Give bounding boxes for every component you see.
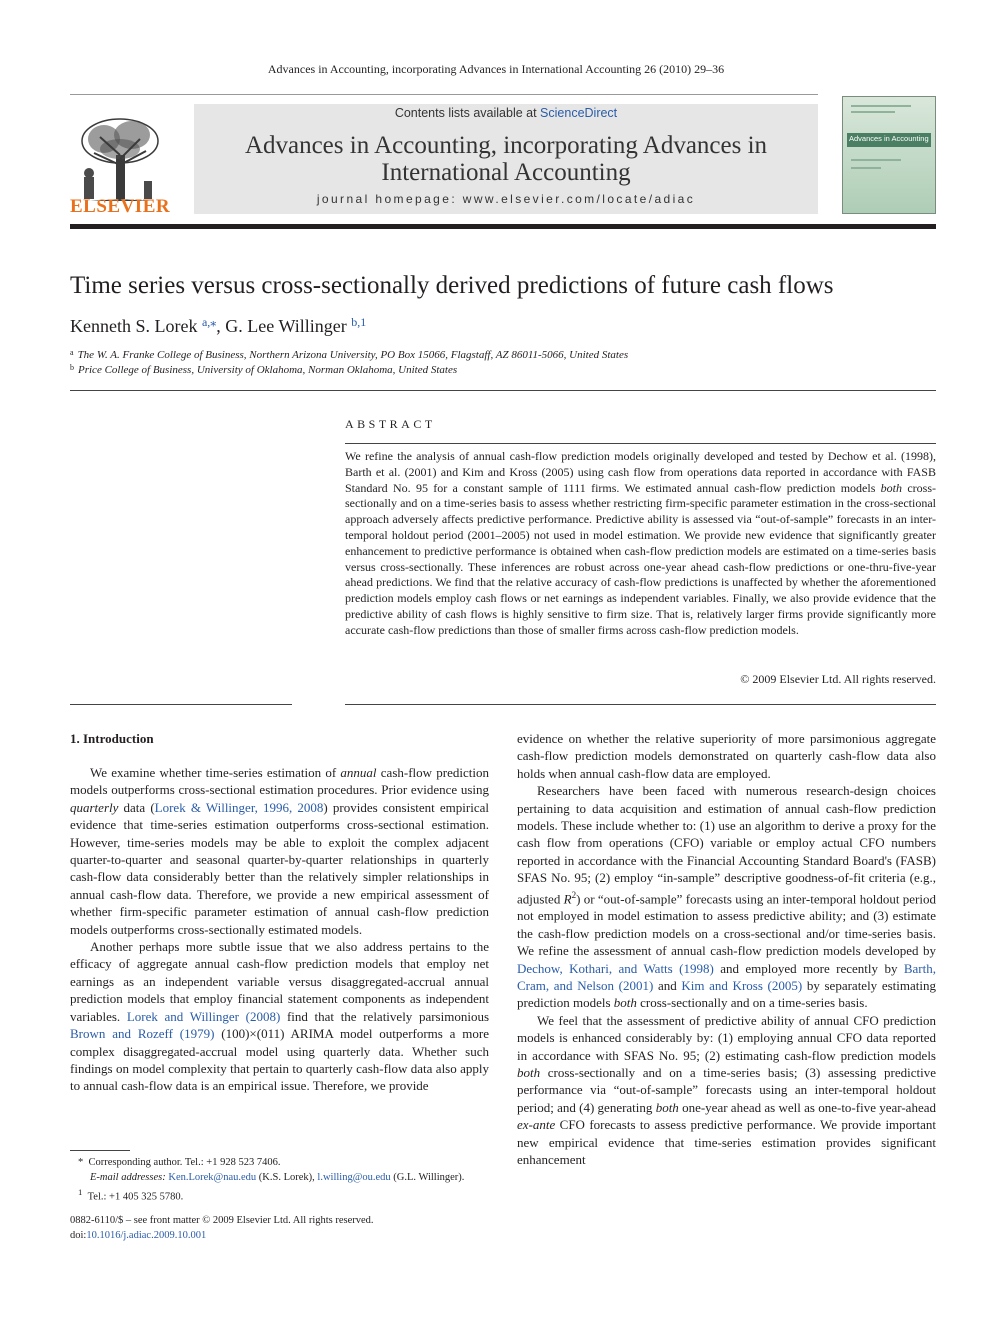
copyright: © 2009 Elsevier Ltd. All rights reserved. xyxy=(740,672,936,686)
footnote-emails xyxy=(70,1171,489,1186)
author-affiliation-marker[interactable]: b,1 xyxy=(351,315,367,329)
footnote-text: Corresponding author. Tel.: +1 928 523 7406. xyxy=(88,1157,281,1168)
email-label: E-mail addresses: xyxy=(90,1171,166,1183)
author-list xyxy=(70,315,366,337)
footnote-text: Tel.: +1 405 325 5780. xyxy=(87,1191,184,1203)
footnote-1 xyxy=(70,1185,489,1205)
affiliation-marker: a xyxy=(70,348,74,357)
abstract-heading: ABSTRACT xyxy=(345,417,436,431)
doi-link[interactable]: 10.1016/j.adiac.2009.10.001 xyxy=(86,1229,207,1241)
cover-line xyxy=(851,167,881,169)
section-rule xyxy=(70,390,936,391)
contents-line xyxy=(194,106,818,120)
affiliation xyxy=(70,348,628,361)
emphasis: both xyxy=(613,995,637,1011)
front-matter xyxy=(70,1214,374,1243)
email-owner: (G.L. Willinger). xyxy=(390,1171,465,1183)
paragraph xyxy=(517,1012,936,1169)
issn-line: 0882-6110/$ – see front matter © 2009 Elsevier Ltd. All rights reserved. xyxy=(70,1215,374,1226)
journal-cover xyxy=(842,96,936,214)
cover-title: Advances in Accounting xyxy=(849,134,929,143)
text: find that the relatively parsimonious xyxy=(280,1008,490,1024)
paragraph xyxy=(70,938,489,1095)
footnote-marker: * xyxy=(78,1157,84,1168)
section-rule xyxy=(70,704,292,705)
abstract-emphasis: both xyxy=(880,480,903,495)
text: cash-flow prediction models outperforms cross-sectional estimation procedures. Prior evidence using xyxy=(70,765,489,798)
text: We feel that the assessment of predictive ability of annual CFO prediction models is enhanced considerably by: (1) employing annual CFO data reported in accordance with SFAS No. 95; (2) estimating cash-flow prediction models xyxy=(517,1012,936,1063)
author-separator: , xyxy=(216,316,226,336)
contents-prefix: Contents lists available at xyxy=(394,106,541,120)
doi-label: doi: xyxy=(70,1229,87,1241)
text: We examine whether time-series estimation of xyxy=(90,765,341,780)
text: ) or “out-of-sample” forecasts using an inter-temporal holdout period not employed in model estimation to assess predictive ability; and (3) estimate the cash-flow prediction models on a cross-sectional and/or time-series basis. We refine the assessment of annual cash-flow prediction models developed by xyxy=(517,890,936,959)
emphasis: annual xyxy=(340,765,377,780)
citation-link[interactable]: Lorek & Willinger, 1996, 2008 xyxy=(154,799,324,815)
citation-link[interactable]: Dechow, Kothari, and Watts (1998) xyxy=(517,960,714,976)
text: CFO forecasts to assess predictive performance. We provide important new empirical evidence that time-series estimation provides significant enhancement xyxy=(517,1117,936,1168)
citation-link[interactable]: Brown and Rozeff (1979) xyxy=(70,1026,215,1042)
cover-line xyxy=(851,111,895,113)
citation-link[interactable]: Kim and Kross (2005) xyxy=(681,978,803,994)
abstract-rule xyxy=(345,443,936,444)
footnotes xyxy=(70,1156,489,1205)
journal-title-line2: International Accounting xyxy=(381,159,631,186)
text: data ( xyxy=(118,799,155,815)
email-link[interactable]: Ken.Lorek@nau.edu xyxy=(168,1171,257,1183)
homepage-label: journal homepage: xyxy=(316,192,463,206)
footnote-corresponding xyxy=(70,1156,489,1171)
footnote-marker: 1 xyxy=(78,1187,83,1197)
text: cross-sectionally and on a time-series basis; (3) assessing predictive performance via “out-of-sample” forecasts using an inter-temporal holdout period; and (4) generating xyxy=(517,1065,936,1115)
text: Another perhaps more subtle issue that we also address pertains to the efficacy of aggregate annual cash-flow prediction models that employ net earnings as an independent variable versus disaggregated-accrual annual prediction models that employ financial statement components as independent variables. xyxy=(70,939,489,1024)
text: (100)×(011) ARIMA model outperforms a more complex disaggregated-accrual model using quarterly data. Whether such findings on model complexity that pertain to quarterly cash-flow data also apply to annual cash-flow data is an empirical issue. Therefore, we provide xyxy=(70,1026,489,1094)
emphasis: ex-ante xyxy=(517,1117,556,1133)
text: ) provides consistent empirical evidence that time-series estimation outperforms cross-sectional estimation. However, time-series models may be able to exploit the complex adjacent quarter-to-quarter and seasonal quarter-by-quarter relationships in quarterly cash-flow data considerably better than the relatively simpler relationships in annual cash-flow data. Therefore, we provide a new empirical assessment of whether firm-specific parameter estimation of annual cash-flow prediction models outperforms cross-sectionally estimated models. xyxy=(70,799,489,937)
emphasis: both xyxy=(517,1065,541,1081)
abstract-end-rule xyxy=(345,704,936,705)
abstract-part: We refine the analysis of annual cash-flow prediction models originally developed and tested by Dechow et al. (1998), Barth et al. (2001) and Kim and Kross (2005) using cash flow from operations data reported in accordance with FASB Standard No. 95 for a constant sample of 1111 firms. We estimated annual cash-flow prediction models xyxy=(345,449,936,495)
body-column-right xyxy=(517,730,936,1168)
homepage-link[interactable]: www.elsevier.com/locate/adiac xyxy=(462,192,696,206)
text: and xyxy=(653,978,682,994)
cover-line xyxy=(851,159,901,161)
abstract-text xyxy=(345,449,936,639)
text: and employed more recently by xyxy=(713,960,904,976)
author-name: Kenneth S. Lorek xyxy=(70,316,198,336)
text: by separately estimating prediction models xyxy=(517,978,936,1011)
affiliation-text: Price College of Business, University of Oklahoma, Norman Oklahoma, United States xyxy=(78,364,458,376)
journal-homepage xyxy=(194,192,818,206)
abstract-part: cross-sectionally and on a time-series basis to assess whether restricting firm-specific parameter estimation in the cross-sectional approach adversely affects predictive performance. Predictive ability is assessed via “out-of-sample” forecasts in an inter-temporal holdout period (2001–2005) not used in model estimation. We provide new evidence that significantly greater enhancement to predictive performance is obtained when cash-flow prediction models are estimated on a time-series basis versus cross-sectionally. These inferences are robust across one-year ahead cash-flow predictions or one-thru-five-year ahead predictions. We find that the relative accuracy of cash-flow predictions is unaffected by whether the aforementioned prediction models employ cash flows or net earnings as independent variables. Finally, we also provide evidence that the predictive ability of cash flows is highly sensitive to firm size. That is, relatively larger firms provide significantly more accurate cash-flow predictions than those of smaller firms across cash-flow prediction models. xyxy=(345,480,936,637)
emphasis: quarterly xyxy=(70,799,119,815)
text: one-year ahead as well as one-to-five year-ahead xyxy=(678,1099,936,1115)
affiliation xyxy=(70,363,457,376)
text: cross-sectionally and on a time-series basis. xyxy=(636,995,868,1011)
masthead-thick-rule xyxy=(70,224,936,229)
affiliation-text: The W. A. Franke College of Business, Northern Arizona University, PO Box 15066, Flagstaff, AZ 86011-5066, United States xyxy=(77,349,629,361)
citation-link[interactable]: Barth, Cram, and Nelson (2001) xyxy=(517,960,936,994)
doi-line xyxy=(70,1229,374,1244)
article-title: Time series versus cross-sectionally derived predictions of future cash flows xyxy=(70,272,834,299)
paragraph xyxy=(70,764,489,938)
header-rule xyxy=(70,94,818,95)
sciencedirect-link[interactable]: ScienceDirect xyxy=(540,106,618,120)
email-link[interactable]: l.willing@ou.edu xyxy=(317,1171,391,1183)
paragraph xyxy=(517,782,936,1012)
body-column-left xyxy=(70,764,489,1095)
superscript: 2 xyxy=(571,889,577,900)
journal-title xyxy=(194,132,818,186)
running-head: Advances in Accounting, incorporating Advances in International Accounting 26 (2010) 29–36 xyxy=(267,62,725,76)
emphasis: R xyxy=(563,890,572,906)
text: Researchers have been faced with numerous research-design choices pertaining to data acquisition and estimation of annual cash-flow prediction models. These include whether to: (1) use an algorithm to derive a proxy for the cash flow from operations (CFO) variable or employ actual CFO numbers reported in accordance with the Financial Accounting Standard Board's (FASB) SFAS No. 95; (2) employ “in-sample” descriptive goodness-of-fit criteria (e.g., adjusted xyxy=(517,783,936,906)
journal-title-line1: Advances in Accounting, incorporating Advances in xyxy=(244,132,768,159)
citation-link[interactable]: Lorek and Willinger (2008) xyxy=(126,1008,281,1024)
section-heading: 1. Introduction xyxy=(70,731,154,746)
paragraph-continued: evidence on whether the relative superiority of more parsimonious aggregate cash-flow prediction models demonstrated on quarterly cash-flow data also holds when annual cash-flow data are employed. xyxy=(517,731,936,781)
emphasis: both xyxy=(655,1099,679,1115)
author-name: G. Lee Willinger xyxy=(225,316,347,336)
footnote-rule xyxy=(70,1150,130,1151)
email-owner: (K.S. Lorek), xyxy=(256,1171,318,1183)
cover-line xyxy=(851,105,911,107)
author-affiliation-marker[interactable]: a,⁎ xyxy=(201,315,217,329)
affiliation-marker: b xyxy=(70,363,74,372)
publisher-name: ELSEVIER xyxy=(70,196,171,217)
